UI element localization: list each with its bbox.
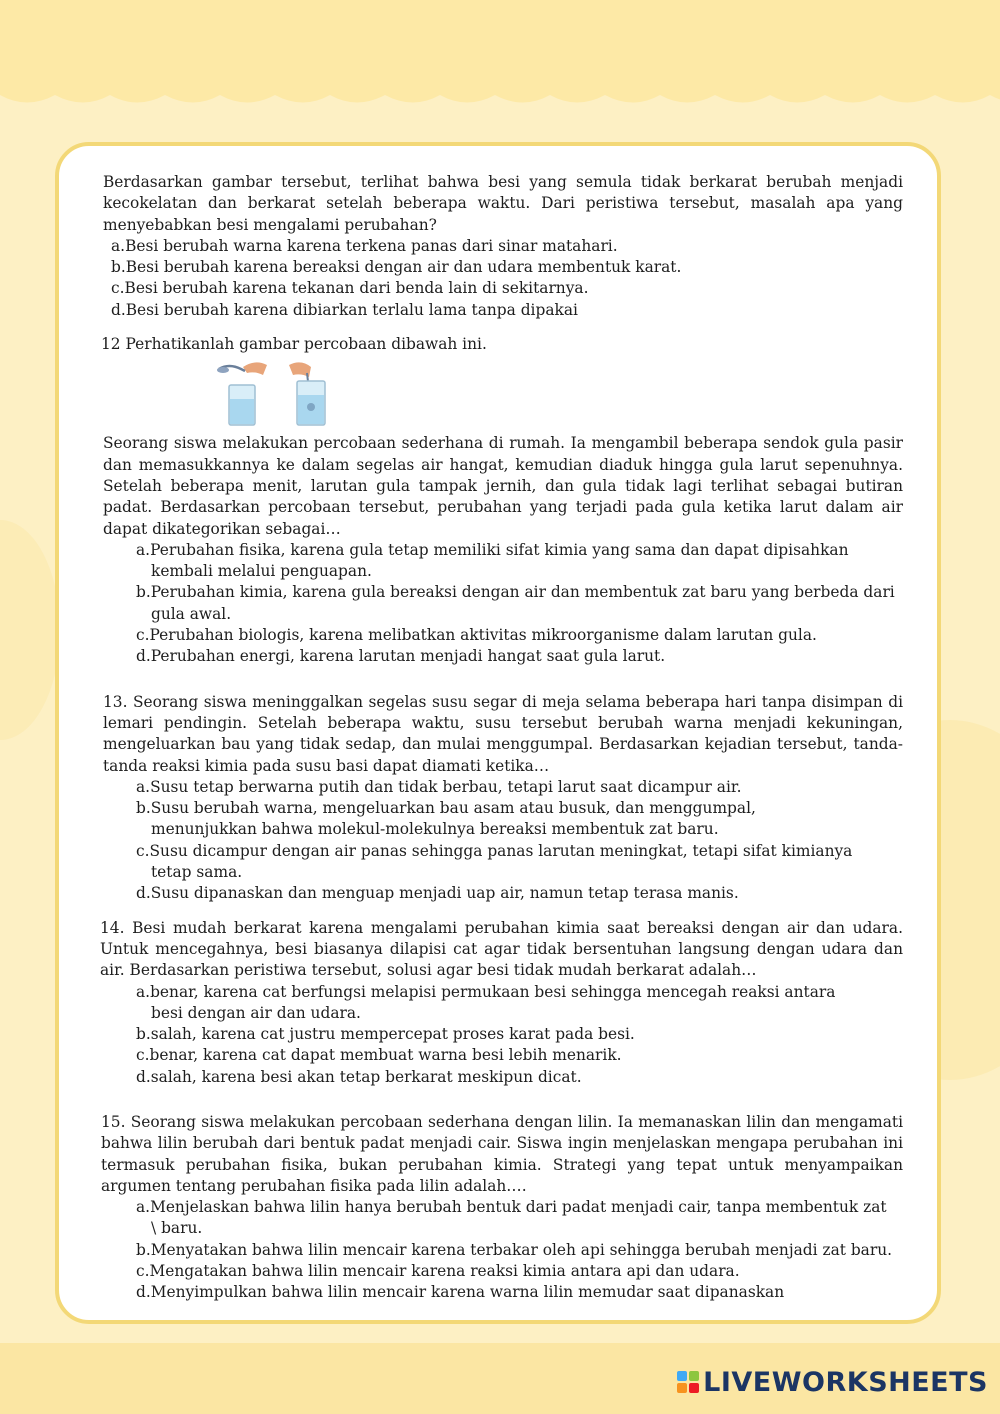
sugar-glass-illustration (215, 359, 355, 429)
wavy-header-band (0, 0, 1000, 110)
experiment-figure (103, 359, 903, 429)
q15-option-c[interactable]: c.Mengatakan bahwa lilin mencair karena reaksi kimia antara api dan udara. (136, 1262, 740, 1281)
q14-option-c[interactable]: c.benar, karena cat dapat membuat warna besi lebih menarik. (136, 1046, 622, 1065)
liveworksheets-logo-icon (677, 1371, 699, 1393)
decor-blob-left (0, 520, 60, 740)
q15-option-b[interactable]: b.Menyatakan bahwa lilin mencair karena terbakar oleh api sehingga berubah menjadi zat baru. (136, 1240, 893, 1259)
liveworksheets-logo[interactable] (677, 1365, 988, 1399)
question-14 (100, 918, 903, 1088)
q13-option-c[interactable]: c.Susu dicampur dengan air panas sehingga panas larutan meningkat, tetapi sifat kimianya tetap sama. (136, 841, 853, 882)
q13-option-a[interactable]: a.Susu tetap berwarna putih dan tidak berbau, tetapi larut saat dicampur air. (136, 777, 742, 796)
q12-heading: 12 Perhatikanlah gambar percobaan dibawah ini. (101, 335, 487, 354)
q14-option-b[interactable]: b.salah, karena cat justru mempercepat proses karat pada besi. (136, 1025, 635, 1044)
question-12 (103, 334, 903, 668)
q12-option-c[interactable]: c.Perubahan biologis, karena melibatkan aktivitas mikroorganisme dalam larutan gula. (136, 626, 817, 645)
logo-text: LIVEWORKSHEETS (703, 1366, 988, 1398)
q15-option-a[interactable]: a.Menjelaskan bahwa lilin hanya berubah bentuk dari padat menjadi cair, tanpa membentuk zat \ baru. (136, 1198, 887, 1238)
q13-option-d[interactable]: d.Susu dipanaskan dan menguap menjadi uap air, namun tetap terasa manis. (136, 884, 739, 903)
q13-stem: 13. Seorang siswa meninggalkan segelas susu segar di meja selama beberapa hari tanpa disimpan di lemari pendingin. Setelah beberapa waktu, susu tersebut berubah warna menjadi kekuningan, mengeluarkan bau yang tidak sedap, dan mulai menggumpal. Berdasarkan kejadian tersebut, tanda-tanda reaksi kimia pada susu basi dapat diamati ketika… (103, 692, 903, 775)
q11-option-d[interactable]: d.Besi berubah karena dibiarkan terlalu lama tanpa dipakai (111, 300, 578, 319)
question-13 (103, 692, 903, 905)
q15-stem: 15. Seorang siswa melakukan percobaan sederhana dengan lilin. Ia memanaskan lilin dan mengamati bahwa lilin berubah dari bentuk padat menjadi cair. Siswa ingin menjelaskan mengapa perubahan ini termasuk perubahan fisika, bukan perubahan kimia. Strategi yang tepat untuk menyampaikan argumen tentang perubahan fisika pada lilin adalah…. (101, 1112, 903, 1195)
q11-stem: Berdasarkan gambar tersebut, terlihat bahwa besi yang semula tidak berkarat berubah menjadi kecokelatan dan berkarat setelah beberapa waktu. Dari peristiwa tersebut, masalah apa yang menyebabkan besi mengalami perubahan? (103, 173, 903, 234)
q12-stem: Seorang siswa melakukan percobaan sederhana di rumah. Ia mengambil beberapa sendok gula pasir dan memasukkannya ke dalam segelas air hangat, kemudian diaduk hingga gula larut sepenuhnya. Setelah beberapa menit, larutan gula tampak jernih, dan gula tidak lagi terlihat sebagai butiran padat. Berdasarkan percobaan tersebut, perubahan yang terjadi pada gula ketika larut dalam air dapat dikategorikan sebagai… (103, 434, 903, 538)
worksheet-content (100, 172, 903, 1304)
q11-option-a[interactable]: a.Besi berubah warna karena terkena panas dari sinar matahari. (111, 236, 618, 255)
stir-glass-illustration (289, 363, 325, 426)
question-15 (101, 1112, 903, 1304)
q14-option-a[interactable]: a.benar, karena cat berfungsi melapisi permukaan besi sehingga mencegah reaksi antara besi dengan air dan udara. (136, 982, 836, 1022)
q11-option-b[interactable]: b.Besi berubah karena bereaksi dengan air dan udara membentuk karat. (111, 258, 682, 277)
q15-option-d[interactable]: d.Menyimpulkan bahwa lilin mencair karena warna lilin memudar saat dipanaskan (136, 1283, 785, 1302)
q12-option-b[interactable]: b.Perubahan kimia, karena gula bereaksi dengan air dan membentuk zat baru yang berbeda dari gula awal. (136, 583, 895, 623)
q12-option-a[interactable]: a.Perubahan fisika, karena gula tetap memiliki sifat kimia yang sama dan dapat dipisahkan kembali melalui penguapan. (136, 540, 849, 581)
q12-option-d[interactable]: d.Perubahan energi, karena larutan menjadi hangat saat gula larut. (136, 647, 666, 666)
pour-sugar-illustration (217, 363, 267, 426)
q14-option-d[interactable]: d.salah, karena besi akan tetap berkarat meskipun dicat. (136, 1067, 582, 1086)
question-11 (103, 172, 903, 321)
q14-stem: 14. Besi mudah berkarat karena mengalami perubahan kimia saat bereaksi dengan air dan udara. Untuk mencegahnya, besi biasanya dilapisi cat agar tidak bersentuhan langsung dengan udara dan air. Berdasarkan peristiwa tersebut, solusi agar besi tidak mudah berkarat adalah… (100, 918, 903, 980)
q13-option-b[interactable]: b.Susu berubah warna, mengeluarkan bau asam atau busuk, dan menggumpal, menunjukkan bahwa molekul-molekulnya bereaksi membentuk zat baru. (136, 799, 756, 839)
q11-option-c[interactable]: c.Besi berubah karena tekanan dari benda lain di sekitarnya. (111, 279, 589, 298)
